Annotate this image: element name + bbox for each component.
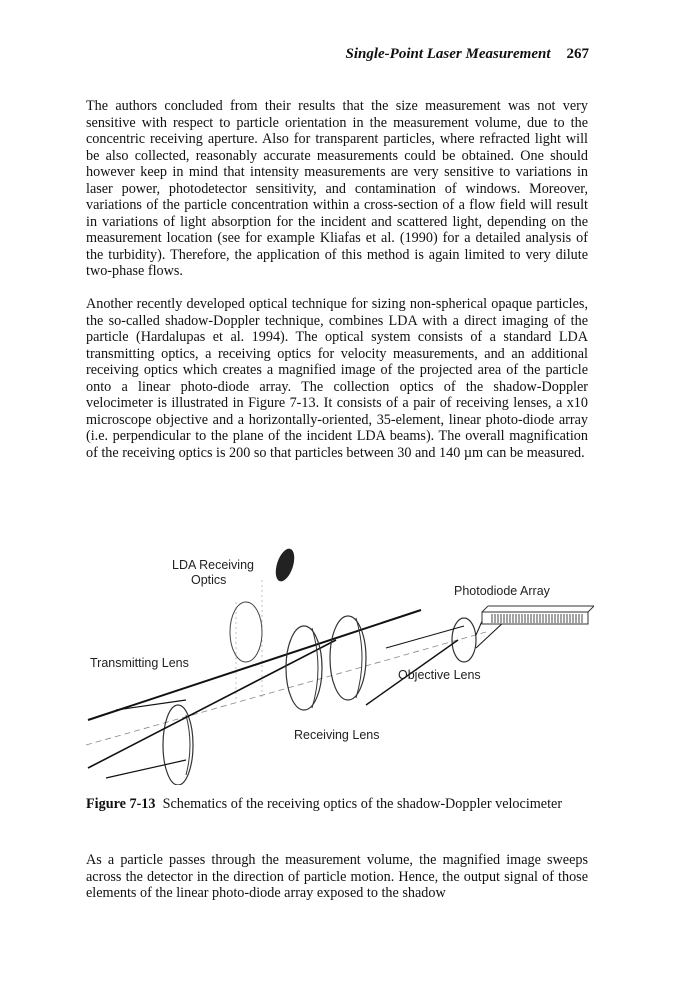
label-lda-receiving: LDA Receiving (172, 558, 254, 572)
running-head (345, 46, 589, 63)
beam-ray-b (106, 760, 186, 778)
running-title: Single-Point Laser Measurement (345, 46, 551, 62)
label-lda-optics: Optics (191, 573, 227, 587)
lda-marker (272, 546, 298, 583)
optical-axis (86, 632, 486, 745)
objective-lens (452, 618, 476, 662)
label-objective-lens: Objective Lens (398, 668, 481, 682)
label-photodiode-array: Photodiode Array (454, 584, 550, 598)
caption-text: Schematics of the receiving optics of the shadow-Doppler velocimeter (162, 796, 563, 812)
photodiode-array-graphic (482, 606, 594, 624)
paragraph-1: The authors concluded from their results that the size measurement was not very sensitive with respect to particle orientation in the measurement volume, due to the concentric receiving aperture. Also for transparent particles, where refracted light will be also collected, reasonably accurate measurements could be obtained. One should however keep in mind that intensity measurements are very sensitive to variations in laser power, photodetector sensitivity, and contamination of windows. Moreover, variations of the particle concentration within a cross-section of a flow field will result in variations of light absorption for the incident and scattered light, depending on the measurement location (see for example Kliafas et al. (1990) for a detailed analysis of the turbidity). Therefore, the application of this method is again limited to very dilute two-phase flows. (86, 98, 588, 279)
label-transmitting-lens: Transmitting Lens (90, 656, 189, 670)
transmitting-lens-edge (186, 715, 190, 775)
figure-7-13 (86, 540, 601, 785)
paragraph-2: Another recently developed optical technique for sizing non-spherical opaque particles, the so-called shadow-Doppler technique, combines LDA with a direct imaging of the particle (Hardalupas et al. 1994). The optical system consists of a standard LDA transmitting optics, a receiving optics for velocity measurements, and an additional receiving optics which creates a magnified image of the projected area of the particle onto a linear photo-diode array. The collection optics of the shadow-Doppler velocimeter is illustrated in Figure 7-13. It consists of a pair of receiving lenses, a x10 microscope objective and a horizontally-oriented, 35-element, linear photo-diode array (i.e. perpendicular to the plane of the incident LDA beams). The overall magnification of the receiving optics is 200 so that particles between 30 and 140 µm can be measured. (86, 296, 588, 461)
label-receiving-lens: Receiving Lens (294, 728, 380, 742)
page-number: 267 (566, 46, 589, 62)
figure-caption (86, 796, 588, 813)
caption-label: Figure 7-13 (86, 796, 156, 812)
paragraph-3: As a particle passes through the measurement volume, the magnified image sweeps across the detector in the direction of particle motion. Hence, the output signal of those elements of the linear photo-diode array exposed to the shadow (86, 852, 588, 901)
lda-receiving-lens (230, 602, 262, 662)
receiving-lens-1 (286, 626, 322, 710)
receiving-lens-2 (330, 616, 366, 700)
